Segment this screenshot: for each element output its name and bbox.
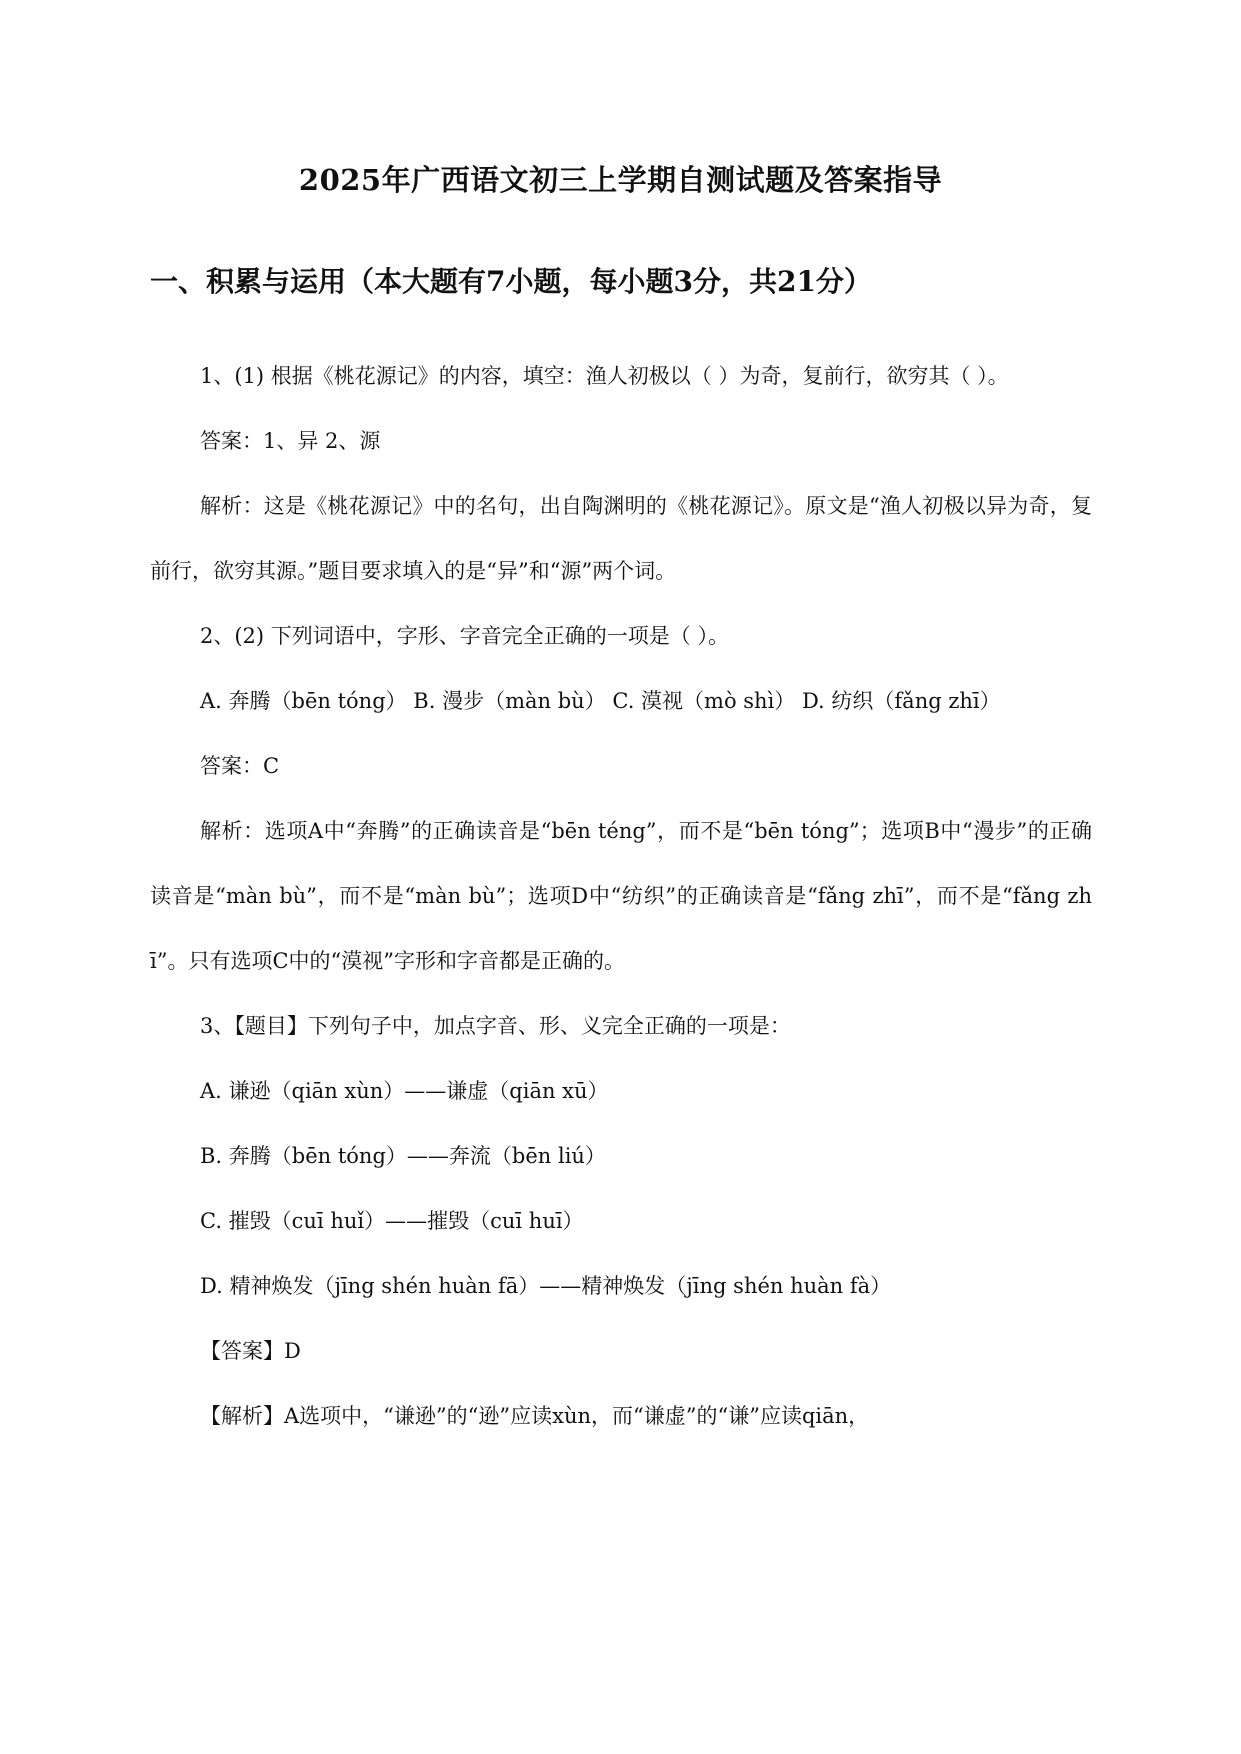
question-3-option-a: A. 谦逊（qiān xùn）——谦虚（qiān xū） [200, 1079, 609, 1103]
question-2-options: A. 奔腾（bēn tóng） B. 漫步（màn bù） C. 漠视（mò shì） D. 纺织（fǎng zhī） [200, 689, 1001, 713]
answer-2: 答案：C [200, 754, 280, 778]
question-1-text: 1、(1) 根据《桃花源记》的内容，填空：渔人初极以（ ）为奇，复前行，欲穷其（ ）。 [200, 364, 1009, 388]
answer-3: 【答案】D [200, 1339, 301, 1363]
explanation-2: 解析：选项A中“奔腾”的正确读音是“bēn téng”，而不是“bēn tóng”；选项B中“漫步”的正确读音是“màn bù”，而不是“màn bù”；选项D中“纺织”的正确读音是“fǎng zhī”，而不是“fǎng zhī”。只有选项C中的“漠视”字形和字音都是正确的。 [150, 819, 1092, 973]
answer-1: 答案：1、异 2、源 [200, 429, 381, 453]
question-3-option-b: B. 奔腾（bēn tóng）——奔流（bēn liú） [200, 1144, 606, 1168]
question-3-option-c: C. 摧毁（cuī huǐ）——摧毁（cuī huī） [200, 1209, 584, 1233]
question-2-text: 2、(2) 下列词语中，字形、字音完全正确的一项是（ ）。 [200, 624, 729, 648]
question-3-option-d: D. 精神焕发（jīng shén huàn fā）——精神焕发（jīng shén huàn fà） [200, 1274, 892, 1298]
explanation-1: 解析：这是《桃花源记》中的名句，出自陶渊明的《桃花源记》。原文是“渔人初极以异为奇，复前行，欲穷其源。”题目要求填入的是“异”和“源”两个词。 [150, 494, 1092, 583]
document-body [150, 344, 1092, 1449]
document-title: 2025年广西语文初三上学期自测试题及答案指导 [298, 163, 943, 197]
explanation-3: 【解析】A选项中，“谦逊”的“逊”应读xùn，而“谦虚”的“谦”应读qiān， [200, 1404, 870, 1428]
section-heading: 一、积累与运用（本大题有7小题，每小题3分，共21分） [150, 265, 872, 298]
question-3-text: 3、【题目】下列句子中，加点字音、形、义完全正确的一项是： [200, 1014, 791, 1038]
